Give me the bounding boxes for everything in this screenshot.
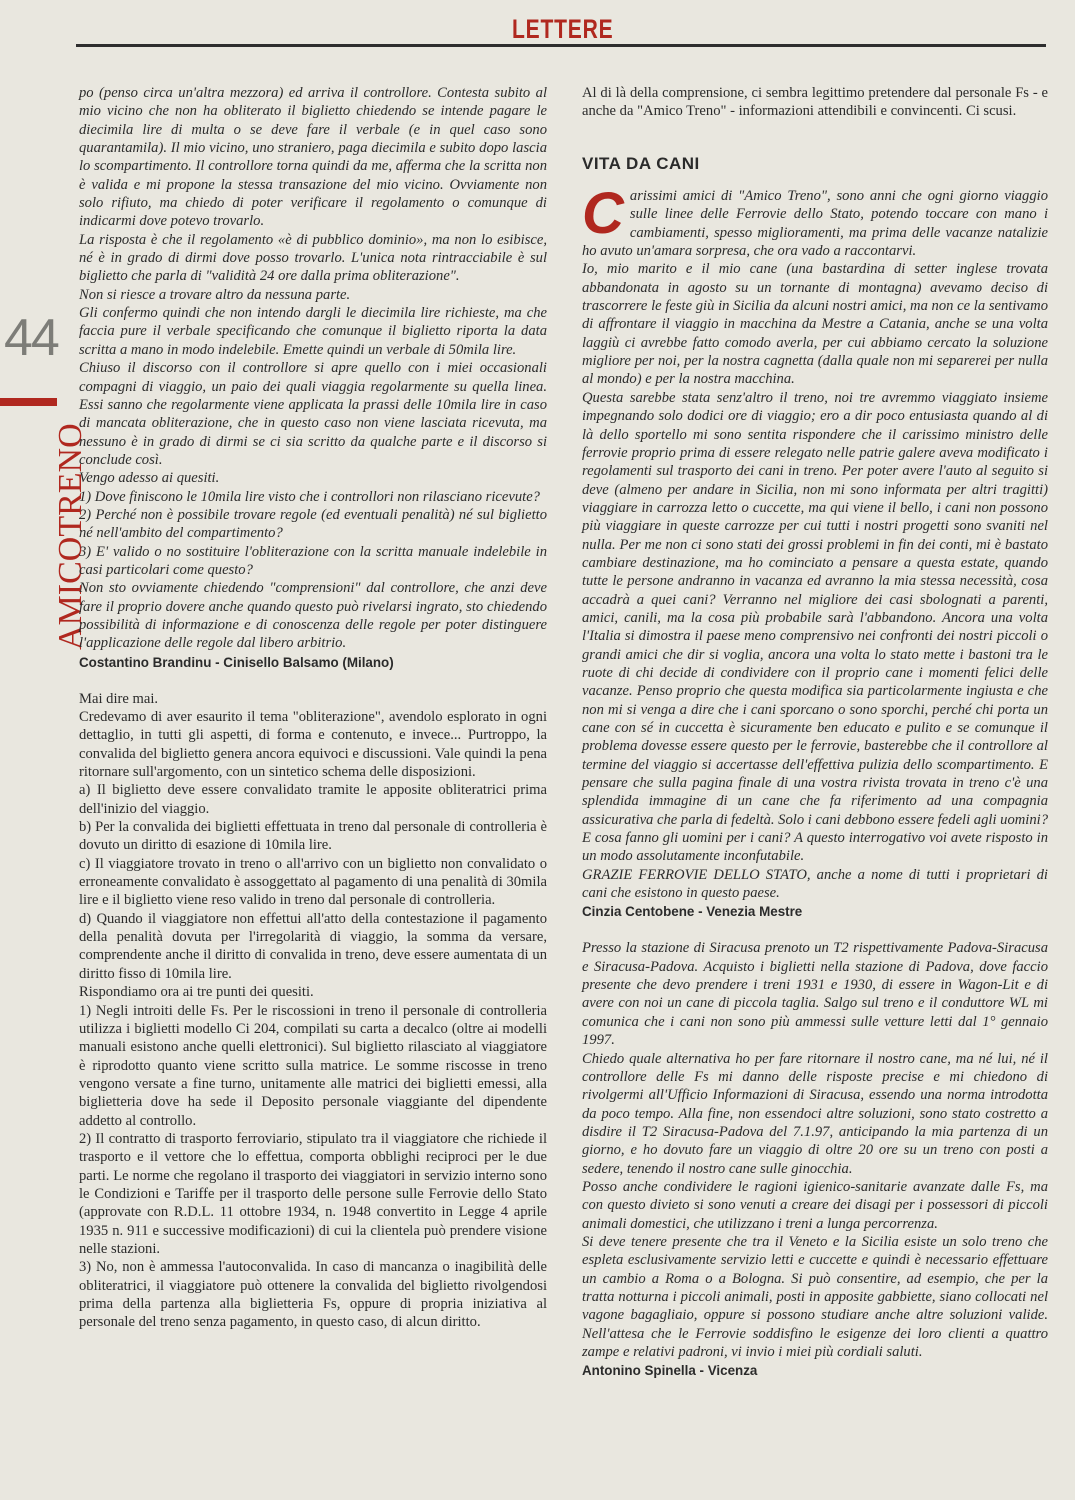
letter-paragraph bbox=[582, 181, 1048, 260]
letter-paragraph: Vengo adesso ai quesiti. bbox=[79, 470, 220, 487]
page-number: 44 bbox=[4, 309, 58, 367]
letter-paragraph: Presso la stazione di Siracusa prenoto un T2 rispettivamente Padova-Siracusa e Siracusa-Padova. Acquisto i biglietti nella stazione di Padova, dove faccio presente che devo prendere i treni 1931 e 1930, di essere in Wagon-Lit e di avere con noi un cane di piccola taglia. Salgo sul treno e il conduttore WL mi comunica che i cani non sono più ammessi sulle vetture letti dal 1° gennaio 1997. bbox=[582, 940, 1048, 1049]
left-column bbox=[79, 84, 547, 1332]
right-column bbox=[582, 84, 1048, 1380]
section-title-vita-da-cani: VITA DA CANI bbox=[582, 153, 700, 173]
reply-paragraph: 3) No, non è ammessa l'autoconvalida. In caso di mancanza o inagibilità delle obliteratrici, il viaggiatore può ottenere la convalida del biglietto rivolgendosi prima della partenza alla biglietteria Fs, oppure di propria iniziativa al personale del treno senza pagamento, in questo caso, di alcun diritto. bbox=[79, 1259, 547, 1331]
letter-paragraph: Posso anche condividere le ragioni igienico-sanitarie avanzate dalle Fs, ma con questo divieto si sono venuti a creare dei disagi per i possessori di piccoli animali domestici, che utilizzano i treni a lunga percorrenza. bbox=[582, 1178, 1048, 1232]
letter-paragraph: Si deve tenere presente che tra il Veneto e la Sicilia esiste un solo treno che espleta esclusivamente servizio letti e cuccette e quindi è necessario effettuare un cambio a Roma o a Bologna. Si può consentire, ad esempio, che per la tratta notturna i piccoli animali, posti in apposite gabbiette, siano collocati nel vagone bagagliaio, oppure si possono studiare anche altre soluzioni valide. Nell'attesa che le Ferrovie soddisfino le esigenze dei loro clienti a quattro zampe e relativi padroni, vi invio i miei più cordiali saluti. bbox=[582, 1233, 1048, 1360]
reply-paragraph: 1) Negli introiti delle Fs. Per le riscossioni in treno il personale di controlleria utilizza i biglietti modello Ci 204, compilati su carta a decalco (oltre ai modelli manuali esistono anche quelli elettronici). Sul biglietto rilasciato al viaggiatore è riprodotto quanto viene scritto sulla matrice. Le somme riscosse in treno vengono versate a fine turno, unitamente alle matrici dei biglietti emessi, alla biglietteria dove ha sede il Deposito personale viaggiante del dipendente addetto al controllo. bbox=[79, 1002, 547, 1129]
letter-paragraph: Gli confermo quindi che non intendo dargli le diecimila lire richieste, ma che faccia pure il verbale specificando che comunque il biglietto riporta la data scritta a mano in modo indelebile. Emette quindi un verbale di 50mila lire. bbox=[79, 305, 547, 358]
reply-paragraph: a) Il biglietto deve essere convalidato tramite le apposite obliteratrici prima dell'inizio del viaggio. bbox=[79, 782, 547, 817]
letter-paragraph: Non si riesce a trovare altro da nessuna parte. bbox=[79, 286, 351, 303]
letter-spinella bbox=[582, 939, 1048, 1380]
letter-paragraph: Chiuso il discorso con il controllore si apre quello con i miei occasionali compagni di viaggio, un paio dei quali viaggia regolarmente su quella linea. Essi sanno che regolarmente viene applicata la prassi delle 10mila lire in caso di mancata obliterazione, che in questo caso non viene lasciata ricevuta, ma nessuno è in grado di dirmi se ci sia scritto da qualche parte e il discorso si conclude così. bbox=[79, 360, 547, 468]
letter-paragraph: po (penso circa un'altra mezzora) ed arriva il controllore. Contesta subito al mio vicino che non ha obliterato il biglietto chiedendo se intende pagare le diecimila lire di multa o se deve fare il verbale (e in quel caso sono quarantamila). Il mio vicino, uno straniero, paga diecimila e subito dopo lascia lo scompartimento. Il controllore torna quindi da me, afferma che la scritta non è valida e mi propone la stessa transazione del mio vicino. Ovviamente non solo rifiuto, ma chiedo di poter verificare il regolamento o comunque di indicarmi dove potevo trovarlo. bbox=[79, 85, 547, 230]
editorial-reply bbox=[79, 690, 547, 1332]
magazine-name-vertical: AMICOTRENO bbox=[52, 423, 89, 650]
reply-paragraph: d) Quando il viaggiatore non effettui all'atto della contestazione il pagamento della penalità dovuta per l'irregolarità di viaggio, la somma da versare, comprendente anche il diritto di convalida in treno, deve essere aumentata di un diritto fisso di 10mila lire. bbox=[79, 910, 547, 982]
reply-paragraph: Mai dire mai. bbox=[79, 690, 159, 707]
spacer bbox=[582, 921, 1048, 939]
letter-paragraph: 1) Dove finiscono le 10mila lire visto che i controllori non rilasciano ricevute? bbox=[79, 488, 540, 505]
letter-paragraph: 2) Perché non è possibile trovare regole (ed eventuali penalità) né sul biglietto né nell'ambito del compartimento? bbox=[79, 506, 547, 542]
reply-paragraph: Credevamo di aver esaurito il tema "obliterazione", avendolo esplorato in ogni dettaglio, in tutti gli aspetti, di forma e contenuto, e invece... Purtroppo, la convalida del biglietto genera ancora equivoci e discussioni. Vale quindi la pena ritornare sull'argomento, con un sintetico schema delle disposizioni. bbox=[79, 709, 547, 781]
letter-brandinu bbox=[79, 84, 547, 672]
reply-conclusion: Al di là della comprensione, ci sembra legittimo pretendere dal personale Fs - e anche da "Amico Treno" - informazioni attendibili e convincenti. Ci scusi. bbox=[582, 85, 1048, 120]
spacer bbox=[79, 672, 547, 690]
header-rule bbox=[76, 44, 1046, 47]
sidebar-accent-bar bbox=[0, 398, 57, 406]
letter-paragraph: GRAZIE FERROVIE DELLO STATO, anche a nome di tutti i proprietari di cani che esistono in questo paese. bbox=[582, 866, 1048, 902]
reply-paragraph: c) Il viaggiatore trovato in treno o all'arrivo con un biglietto non convalidato o erroneamente convalidato è assoggettato al pagamento di una penalità di 30mila lire e il biglietto viene reso valido in treno dal personale di controlleria. bbox=[79, 855, 547, 909]
reply-paragraph: b) Per la convalida dei biglietti effettuata in treno dal personale di controlleria è dovuto un diritto di esazione di 10mila lire. bbox=[79, 819, 547, 854]
spacer bbox=[582, 173, 1048, 187]
letter-signature: Cinzia Centobene - Venezia Mestre bbox=[582, 904, 803, 920]
letter-paragraph: Chiedo quale alternativa ho per fare ritornare il nostro cane, ma né lui, né il controllore delle Fs mi danno delle risposte precise e mi chiedono di rivolgermi all'Ufficio Informazioni di Siracusa, essendo una norma introdotta da poco tempo. Alla fine, non essendoci altre soluzioni, sono stato costretto a disdire il T2 Siracusa-Padova del 7.1.97, anticipando la mia partenza di un giorno, e ho dovuto fare un viaggio di oltre 20 ore su un treno con posti a sedere, tenendo il nostro cane sulle ginocchia. bbox=[582, 1050, 1048, 1177]
letter-paragraph: Io, mio marito e il mio cane (una bastardina di setter inglese trovata abbandonata in agosto su un tornante di montagna) avevamo deciso di trascorrere le feste giù in Sicilia da alcuni nostri amici, ma non ce la sentivamo di affrontare il viaggio in macchina da Mestre a Catania, anche se una volta laggiù ci avrebbe fatto comodo averla, per cui abbiamo cercato la soluzione migliore per noi, per la nostra cagnetta (dalla quale non mi separerei per nulla al mondo) e per la nostra macchina. bbox=[582, 261, 1048, 388]
letter-signature: Antonino Spinella - Vicenza bbox=[582, 1363, 758, 1379]
letter-paragraph: La risposta è che il regolamento «è di pubblico dominio», ma non lo esibisce, né è in grado di dirmi dove posso trovarlo. L'unica nota rintracciabile è sul biglietto che parla di "validità 24 ore dalla prima obliterazione". bbox=[79, 231, 547, 285]
reply-paragraph: 2) Il contratto di trasporto ferroviario, stipulato tra il viaggiatore che richiede il trasporto e il vettore che lo effettua, comporta obblighi reciproci per le due parti. Le norme che regolano il trasporto dei viaggiatori in servizio interno sono le Condizioni e Tariffe per il trasporto delle persone sulle Ferrovie dello Stato (approvate con R.D.L. 11 ottobre 1934, n. 1948 convertito in Legge 4 aprile 1935 n. 911 e successive modificazioni) di cui la clientela può prendere visione nelle stazioni. bbox=[79, 1130, 547, 1257]
section-header-title: LETTERE bbox=[512, 14, 614, 44]
drop-cap: C bbox=[582, 181, 624, 247]
letter-paragraph: Non sto ovviamente chiedendo "comprensioni" dal controllore, che anzi deve fare il proprio dovere anche quando questo può rivelarsi ingrato, sto chiedendo possibilità di informazione e di conoscenza delle regole per poter distinguere l'applicazione delle regole dal libero arbitrio. bbox=[79, 580, 547, 652]
letter-paragraph-text: arissimi amici di "Amico Treno", sono anni che ogni giorno viaggio sulle linee delle Ferrovie dello Stato, potendo toccare con mano i cambiamenti, spesso miglioramenti, ma prima delle vacanze natalizie ho avuto un'amara sorpresa, che ora vado a raccontarvi. bbox=[582, 188, 1048, 260]
spacer bbox=[582, 121, 1048, 155]
letter-paragraph: Questa sarebbe stata senz'altro il treno, noi tre avremmo viaggiato insieme impegnando solo dodici ore di viaggio; ero a dir poco entusiasta quando al di là dello sportello mi sono sentita rispondere che il carissimo ministro delle ferrovie proprio prima di essere relegato nelle patrie galere aveva modificato i regolamenti sul trasporto dei cani in treno. Per poter avere l'auto al seguito si deve (almeno per andare in Sicilia, non mi sono informata per altri tragitti) viaggiare in carrozza letto o cuccette, ma qui viene il bello, i cani non possono più viaggiare in queste carrozze per cui tutti i nostri progetti sono svaniti nel nulla. Per me non ci sono stati dei grossi problemi in fin dei conti, mi è bastato cambiare destinazione, ma ho cominciato a pensare a questa estate, quando tutte le persone andranno in vacanza ed avranno la mia stessa necessità, cosa accadrà a quei cani? Verranno nel migliore dei casi sbolognati a parenti, amici, canili, ma la cosa più probabile sarà l'abbandono. Ancora una volta l'Italia si dimostra il paese meno comprensivo nei confronti dei nostri piccoli o grandi amici che dir si voglia, ancora una volta lo stato mette i bastoni tra le ruote di chi decide di condividere con il proprio cane i momenti felici delle vacanze. Penso proprio che questa modifica sia particolarmente ingiusta e che non mi si venga a dire che i cani sporcano o sono sporchi, perché chi porta un cane con sé in cuccetta è sicuramente ben educato e pulito e se comunque il problema dovesse essere questo per le ferrovie, basterebbe che il controllore al termine del viaggio si accertasse dell'effettiva pulizia dello scompartimento. E pensare che sulla pagina finale di una vostra rivista trovata in treno c'è una splendida immagine di un cane che fa riferimento ad una compagnia assicurativa che parla di fedeltà. Solo i cani debbono essere fedeli agli uomini? E cosa fanno gli uomini per i cani? A questo interrogativo voi avete risposto in un modo assolutamente inconfutabile. bbox=[582, 389, 1048, 865]
letter-paragraph: 3) E' valido o no sostituire l'obliterazione con la scritta manuale indelebile in casi particolari come questo? bbox=[79, 543, 547, 578]
reply-paragraph: Rispondiamo ora ai tre punti dei quesiti. bbox=[79, 984, 314, 1001]
letter-signature: Costantino Brandinu - Cinisello Balsamo (Milano) bbox=[79, 654, 394, 670]
letter-centobene bbox=[582, 181, 1048, 921]
